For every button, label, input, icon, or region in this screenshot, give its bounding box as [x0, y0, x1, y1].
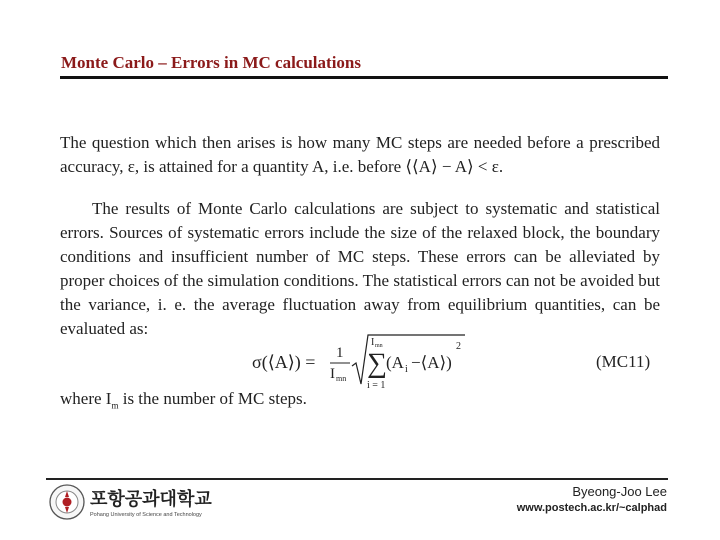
footer-divider	[46, 478, 668, 480]
where-symbol: $I_m$	[105, 389, 119, 411]
variance-equation	[250, 332, 480, 394]
accuracy-condition: ⟨⟨A⟩ − A⟩ < ε.	[405, 157, 504, 176]
question-text: The question which then arises is how many MC steps are needed before a prescribed accuracy, ε, is attained for a quantity A, i.e. before	[60, 133, 660, 176]
eq-sum-bottom: i = 1	[367, 380, 386, 391]
eq-sum-top: I	[371, 337, 375, 348]
equation-label: (MC11)	[596, 352, 651, 371]
eq-square: 2	[456, 341, 461, 352]
paragraph-errors	[60, 197, 660, 341]
eq-summand-rest: −⟨A⟩)	[411, 353, 452, 372]
university-logo	[48, 483, 238, 521]
emblem-core	[63, 498, 72, 507]
paragraph-question	[60, 131, 660, 179]
logo-english-name: Pohang University of Science and Technology	[90, 512, 202, 518]
eq-summand: (A	[386, 353, 404, 372]
author-name: Byeong-Joo Lee	[572, 484, 667, 499]
errors-text: The results of Monte Carlo calculations are subject to systematic and statistical errors. Sources of systematic errors include the size of the relaxed block, the boundary conditions and insufficient number of MC steps. These errors can be alleviated by proper choices of the simulation conditions. The statistical errors can not be avoided but the variance, i. e. the average fluctuation away from equilibrium quantities, can be evaluated as:	[60, 199, 660, 338]
eq-frac-den-sub: mn	[336, 374, 347, 383]
logo-korean-name: 포항공과대학교	[90, 489, 212, 510]
eq-sum-symbol: ∑	[367, 348, 387, 379]
eq-sum-top-sub: mn	[375, 343, 383, 349]
eq-frac-num: 1	[336, 345, 344, 361]
eq-summand-sub: i	[405, 364, 408, 375]
page-title: Monte Carlo – Errors in MC calculations	[61, 53, 361, 72]
website-url: www.postech.ac.kr/~calphad	[516, 502, 667, 514]
where-clause: where $I_m$ is the number of MC steps.	[60, 389, 307, 411]
eq-frac-den: I	[330, 366, 335, 382]
eq-sigma: σ(⟨A⟩) =	[252, 352, 316, 372]
title-divider	[60, 76, 668, 79]
